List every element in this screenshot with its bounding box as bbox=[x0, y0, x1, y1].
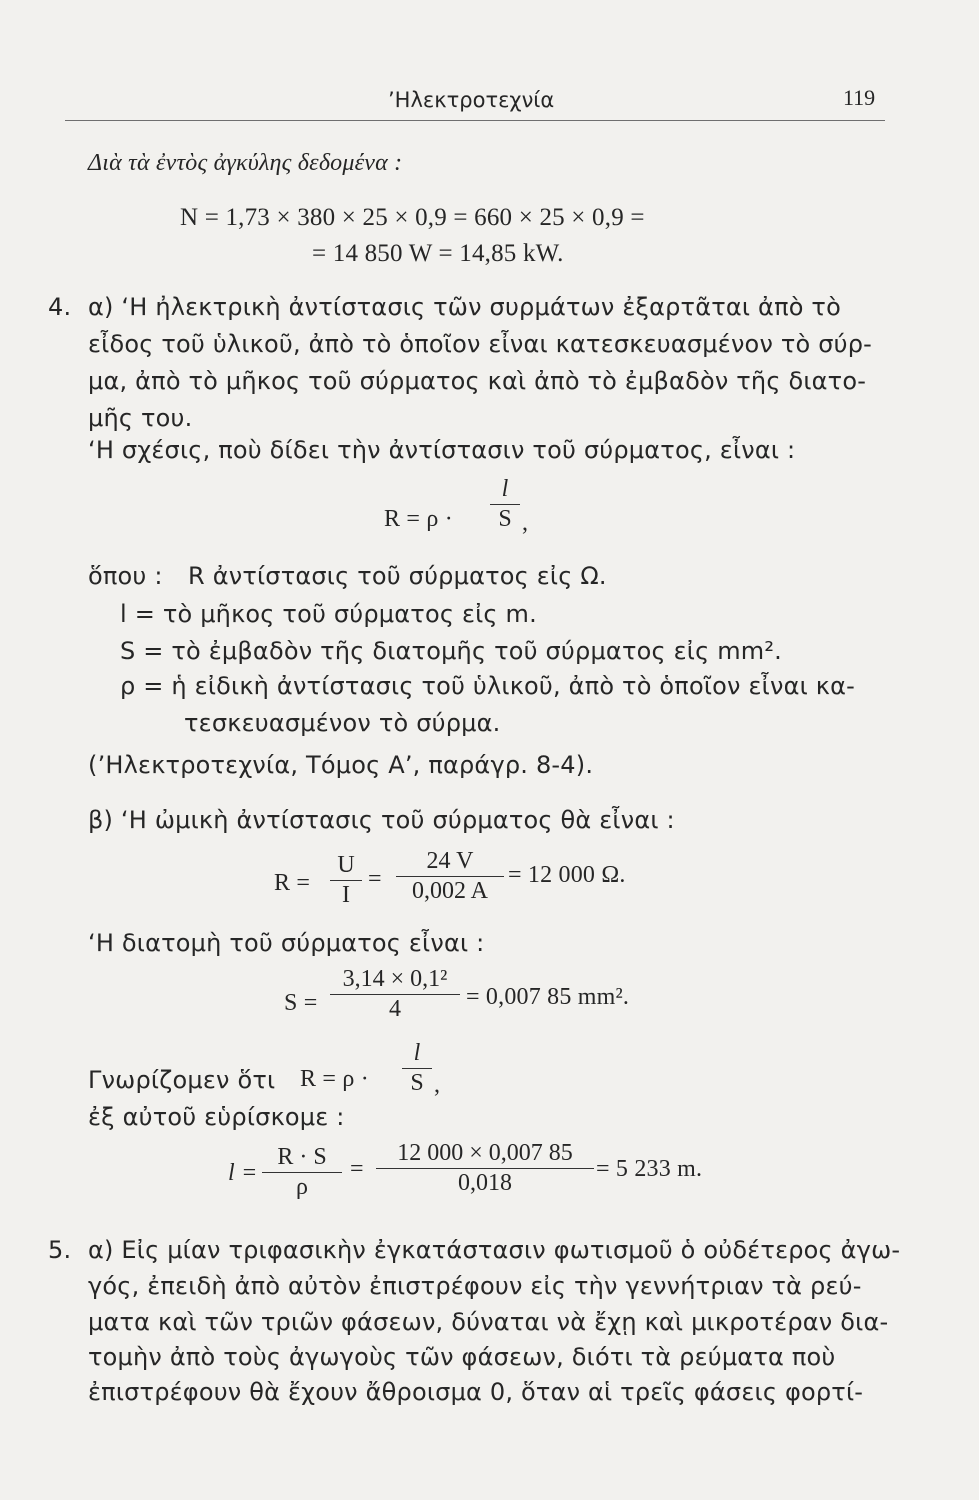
denominator: 4 bbox=[389, 996, 401, 1022]
numerator: 12 000 × 0,007 85 bbox=[397, 1140, 573, 1166]
running-header: ’Ηλεκτροτεχνία bbox=[388, 88, 555, 112]
numerator: 24 V bbox=[426, 848, 474, 874]
formula-lhs: S = bbox=[284, 990, 318, 1016]
fraction bbox=[402, 1040, 432, 1097]
fraction-bar bbox=[330, 994, 460, 995]
fraction-bar bbox=[376, 1168, 594, 1169]
item-number: 5. bbox=[48, 1236, 72, 1264]
text-line: μῆς του. bbox=[88, 404, 193, 432]
denominator: ρ bbox=[296, 1174, 308, 1200]
text-line: R ἀντίστασις τοῦ σύρματος εἰς Ω. bbox=[188, 562, 607, 590]
text-line: ἐξ αὐτοῦ εὑρίσκομε : bbox=[88, 1103, 345, 1131]
text-line: (’Ηλεκτροτεχνία, Τόμος Α’, παράγρ. 8-4). bbox=[88, 751, 594, 779]
fraction-bar bbox=[262, 1172, 342, 1173]
denominator: S bbox=[498, 506, 512, 532]
formula-lhs: R = ρ · bbox=[384, 506, 453, 532]
text-line: ‘Η διατομὴ τοῦ σύρματος εἶναι : bbox=[88, 929, 485, 957]
numerator: U bbox=[337, 852, 355, 878]
numerator: R · S bbox=[277, 1144, 327, 1170]
fraction-bar bbox=[330, 880, 362, 881]
fraction-bar bbox=[396, 876, 504, 877]
denominator: 0,018 bbox=[458, 1170, 512, 1196]
formula-lhs: R = bbox=[274, 870, 311, 896]
fraction bbox=[330, 966, 460, 1023]
denominator: 0,002 A bbox=[411, 878, 488, 904]
text-line: τομὴν ἀπὸ τοὺς ἀγωγοὺς τῶν φάσεων, διότι τὰ ρεύματα ποὺ bbox=[88, 1343, 836, 1371]
header-rule bbox=[65, 120, 885, 121]
text-line: γός, ἐπειδὴ ἀπὸ αὐτὸν ἐπιστρέφουν εἰς τὴν γεννήτριαν τὰ ρεύ- bbox=[88, 1272, 862, 1300]
equation-line: = 14 850 W = 14,85 kW. bbox=[312, 240, 564, 267]
text-line: ματα καὶ τῶν τριῶν φάσεων, δύναται νὰ ἔχῃ καὶ μικροτέραν δια- bbox=[88, 1308, 889, 1336]
formula-rhs: = 12 000 Ω. bbox=[508, 862, 626, 888]
formula-rhs: = 5 233 m. bbox=[596, 1156, 703, 1182]
fraction bbox=[262, 1144, 342, 1201]
equals-sign: = bbox=[350, 1156, 364, 1182]
text-line: ρ = ἡ εἰδικὴ ἀντίστασις τοῦ ὑλικοῦ, ἀπὸ τὸ ὁποῖον εἶναι κα- bbox=[120, 672, 855, 700]
fraction bbox=[396, 848, 504, 905]
denominator: I bbox=[342, 882, 350, 908]
formula-lhs: l = bbox=[228, 1160, 258, 1186]
text-line: ‘Η σχέσις, ποὺ δίδει τὴν ἀντίστασιν τοῦ σύρματος, εἶναι : bbox=[88, 436, 796, 464]
text-line: εἶδος τοῦ ὑλικοῦ, ἀπὸ τὸ ὁποῖον εἶναι κατεσκευασμένον τὸ σύρ- bbox=[88, 330, 873, 358]
fraction bbox=[376, 1140, 594, 1197]
numerator: l bbox=[501, 476, 509, 502]
fraction-bar bbox=[490, 504, 520, 505]
text-line: μα, ἀπὸ τὸ μῆκος τοῦ σύρματος καὶ ἀπὸ τὸ ἐμβαδὸν τῆς διατο- bbox=[88, 367, 867, 395]
formula-tail: , bbox=[522, 510, 529, 536]
fraction bbox=[330, 852, 362, 909]
equals-sign: = bbox=[368, 866, 382, 892]
text-line: S = τὸ ἐμβαδὸν τῆς διατομῆς τοῦ σύρματος εἰς mm². bbox=[120, 637, 783, 665]
formula-lhs: R = ρ · bbox=[300, 1066, 369, 1092]
numerator: l bbox=[413, 1040, 421, 1066]
text-line: ἐπιστρέφουν θὰ ἔχουν ἄθροισμα 0, ὅταν αἱ τρεῖς φάσεις φορτί- bbox=[88, 1378, 864, 1406]
page-number: 119 bbox=[843, 85, 876, 110]
equation-line: N = 1,73 × 380 × 25 × 0,9 = 660 × 25 × 0,9 = bbox=[180, 204, 645, 231]
text-line: β) ‘Η ὠμικὴ ἀντίστασις τοῦ σύρματος θὰ εἶναι : bbox=[88, 806, 675, 834]
text-line: Διὰ τὰ ἐντὸς ἀγκύλης δεδομένα : bbox=[88, 150, 403, 176]
text-line: α) ‘Η ἠλεκτρικὴ ἀντίστασις τῶν συρμάτων ἐξαρτᾶται ἀπὸ τὸ bbox=[88, 293, 841, 321]
fraction bbox=[490, 476, 520, 533]
formula-tail: , bbox=[434, 1072, 441, 1098]
text-line: τεσκευασμένον τὸ σύρμα. bbox=[184, 709, 501, 737]
label: ὅπου : bbox=[88, 562, 163, 590]
text-line: l = τὸ μῆκος τοῦ σύρματος εἰς m. bbox=[120, 600, 537, 628]
text-line: Γνωρίζομεν ὅτι bbox=[88, 1066, 276, 1094]
fraction-bar bbox=[402, 1068, 432, 1069]
text-line: α) Εἰς μίαν τριφασικὴν ἐγκατάστασιν φωτισμοῦ ὁ οὐδέτερος ἀγω- bbox=[88, 1236, 901, 1264]
numerator: 3,14 × 0,1² bbox=[342, 966, 448, 992]
item-number: 4. bbox=[48, 293, 72, 321]
formula-rhs: = 0,007 85 mm². bbox=[466, 984, 630, 1010]
denominator: S bbox=[410, 1070, 424, 1096]
